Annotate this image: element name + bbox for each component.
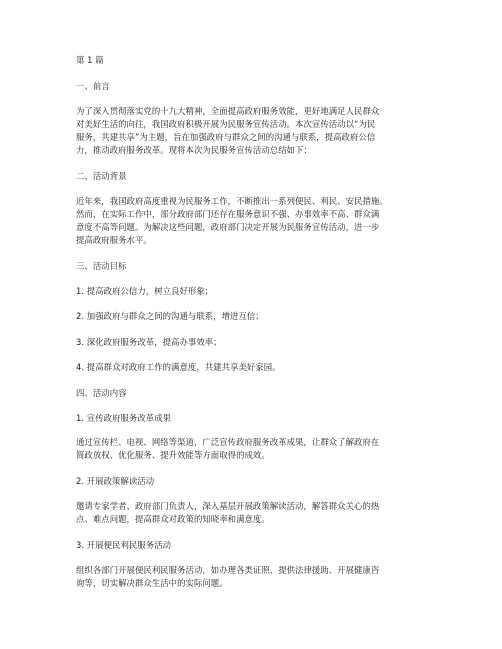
subsection-paragraph (76, 564, 434, 590)
goal-item: 1. 提高政府公信力，树立良好形象； (76, 285, 214, 296)
paragraph-line: 近年来，我国政府高度重视为民服务工作，不断推出一系列便民、利民、安民措施。 (76, 195, 388, 206)
subsection-paragraph (76, 500, 434, 526)
part-title: 第 1 篇 (76, 55, 104, 65)
paragraph-line: 力，推动政府服务改革。现将本次为民服务宣传活动总结如下： (76, 144, 312, 155)
paragraph-line: 对美好生活的向往，我国政府积极开展为民服务宣传活动。本次宣传活动以“为民 (76, 118, 376, 129)
paragraph-line: 然而，在实际工作中，部分政府部门还存在服务意识不强、办事效率不高、群众满 (76, 208, 380, 219)
paragraph-line: 意度不高等问题。为解决这些问题，政府部门决定开展为民服务宣传活动，进一步 (76, 221, 380, 232)
document-page (76, 54, 434, 603)
paragraph-line: 组织各部门开展便民利民服务活动，如办理各类证照、提供法律援助、开展健康咨 (76, 565, 380, 576)
subsection-title: 2. 开展政策解读活动 (76, 476, 155, 487)
paragraph-line: 通过宣传栏、电视、网络等渠道，广泛宣传政府服务改革成果，让群众了解政府在 (76, 437, 380, 448)
paragraph-line: 邀请专家学者、政府部门负责人，深入基层开展政策解读活动，解答群众关心的热 (76, 501, 380, 512)
goal-item: 3. 深化政府服务改革，提高办事效率； (76, 336, 222, 347)
subsection-title: 1. 宣传政府服务改革成果 (76, 412, 172, 423)
background-paragraph (76, 195, 434, 247)
paragraph-line: 服务，共建共享”为主题，旨在加强政府与群众之间的沟通与联系，提高政府公信 (76, 131, 376, 142)
paragraph-line: 点、难点问题，提高群众对政策的知晓率和满意度。 (76, 514, 270, 525)
section-heading-background: 二、活动背景 (76, 170, 127, 181)
paragraph-line: 为了深入贯彻落实党的十九大精神，全面提高政府服务效能，更好地满足人民群众 (76, 105, 380, 116)
paragraph-line: 提高政府服务水平。 (76, 234, 152, 245)
subsection-paragraph (76, 436, 434, 462)
subsection-title: 3. 开展便民利民服务活动 (76, 540, 172, 551)
paragraph-line: 简政放权、优化服务、提升效能等方面取得的成效。 (76, 450, 270, 461)
section-heading-preface: 一、前言 (76, 80, 110, 91)
goal-item: 2. 加强政府与群众之间的沟通与联系，增进互信； (76, 311, 264, 322)
section-heading-content: 四、活动内容 (76, 387, 127, 398)
section-heading-goals: 三、活动目标 (76, 260, 127, 271)
paragraph-line: 询等，切实解决群众生活中的实际问题。 (76, 578, 228, 589)
preface-paragraph (76, 105, 434, 157)
goal-item: 4. 提高群众对政府工作的满意度，共建共享美好家园。 (76, 362, 281, 373)
